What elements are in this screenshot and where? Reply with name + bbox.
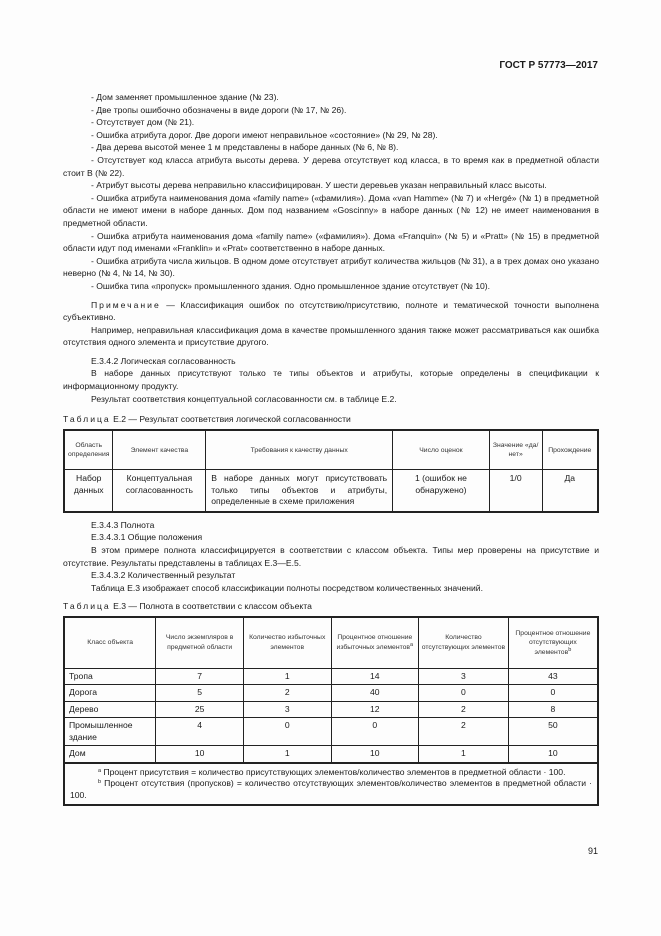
- table-cell: 0: [508, 685, 598, 702]
- table-cell: 43: [508, 668, 598, 685]
- table-row: [64, 701, 598, 718]
- table-cell: Тропа: [64, 668, 156, 685]
- table-cell: 10: [508, 746, 598, 763]
- table-cell: 25: [156, 701, 244, 718]
- table-cell: Дерево: [64, 701, 156, 718]
- footnote-mark: a: [410, 641, 414, 648]
- table-footnotes: [64, 763, 598, 806]
- table-cell: 40: [331, 685, 419, 702]
- table-cell: 50: [508, 718, 598, 746]
- table-cell: 2: [419, 701, 509, 718]
- table-footnotes-row: [64, 763, 598, 806]
- table-cell: Концептуальная согласованность: [113, 470, 206, 512]
- list-item: - Ошибка атрибута дорог. Две дороги имеют неправильное «состояние» (№ 29, № 28).: [91, 129, 438, 140]
- table-cell: 0: [243, 718, 331, 746]
- table-cell: 1 (ошибок не обнаружено): [393, 470, 490, 512]
- header-cell: Область определения: [64, 430, 113, 470]
- footnote-mark: a: [98, 767, 102, 774]
- table-cell: 0: [419, 685, 509, 702]
- header-text: Процентное отношение избыточных элементов: [336, 634, 413, 651]
- footnote-b: [70, 778, 592, 801]
- table-cell: Набор данных: [64, 470, 113, 512]
- header-cell: Число оценок: [393, 430, 490, 470]
- caption-label: Таблица: [63, 601, 111, 612]
- caption-label: Таблица: [63, 414, 111, 425]
- note-paragraph-2: Например, неправильная классификация дома в качестве промышленного здания также может рассматриваться как ошибка отсутствия одного элемента и присутствие другого.: [63, 324, 599, 348]
- table-e2: [63, 429, 599, 513]
- section-heading-e342: Е.3.4.2 Логическая согласованность: [91, 355, 236, 366]
- paragraph: Таблица Е.3 изображает способ классификации полноты посредством количественных значений.: [91, 582, 483, 593]
- table-row: [64, 718, 598, 746]
- header-cell: Значение «да/нет»: [489, 430, 542, 470]
- table-cell: Дом: [64, 746, 156, 763]
- table-cell: 1: [243, 668, 331, 685]
- table-e3: [63, 616, 599, 806]
- header-text: Процентное отношение отсутствующих элементов: [515, 629, 591, 656]
- table-cell: 3: [419, 668, 509, 685]
- footnote-mark: b: [98, 779, 102, 785]
- table-row: [64, 470, 598, 512]
- list-item: - Ошибка атрибута наименования дома «family name» («фамилия»). Дома «Franquin» (№ 5) и «Pratt» (№ 15) в предметной области идут под именами «Franklin» и «Prat» соответственно в наборе данных.: [63, 230, 599, 254]
- footnote-text: Процент присутствия = количество присутствующих элементов/количество элементов в предметной области · 100.: [101, 766, 566, 777]
- table-cell: 2: [243, 685, 331, 702]
- header-cell: [508, 617, 598, 668]
- footnote-mark: b: [568, 646, 572, 653]
- table-cell: 2: [419, 718, 509, 746]
- subsection-heading: Е.3.4.3.1 Общие положения: [91, 532, 203, 543]
- footnote-text: Процент отсутствия (пропусков) = количество отсутствующих элементов/количество элементов в предметной области · 100.: [70, 778, 592, 800]
- paragraph: Результат соответствия концептуальной согласованности см. в таблице Е.2.: [91, 393, 397, 404]
- list-item: - Два дерева высотой менее 1 м представлены в наборе данных (№ 6, № 8).: [91, 142, 399, 153]
- list-item: - Отсутствует дом (№ 21).: [91, 117, 195, 128]
- list-item: - Атрибут высоты дерева неправильно классифицирован. У шести деревьев указан неправильный класс высоты.: [91, 180, 547, 191]
- header-cell: Элемент качества: [113, 430, 206, 470]
- note-text: — Классификация ошибок по отсутствию/присутствию, полноте и тематической точности выполнена субъективно.: [63, 299, 599, 323]
- page-content: [63, 91, 599, 806]
- table-header-row: [64, 617, 598, 668]
- header-cell: Требования к качеству данных: [206, 430, 393, 470]
- table-row: [64, 685, 598, 702]
- table-cell: Да: [542, 470, 598, 512]
- table-cell: 5: [156, 685, 244, 702]
- table-cell: 12: [331, 701, 419, 718]
- header-cell: Число экземпляров в предметной области: [156, 617, 244, 668]
- table-cell: 7: [156, 668, 244, 685]
- table-cell: Промышленное здание: [64, 718, 156, 746]
- table-cell: 1/0: [489, 470, 542, 512]
- table-cell: 0: [331, 718, 419, 746]
- error-list: [63, 91, 599, 293]
- table-cell: 1: [243, 746, 331, 763]
- document-id: ГОСТ Р 57773—2017: [499, 60, 598, 71]
- note-label: Примечание: [91, 299, 161, 310]
- table-cell: 3: [243, 701, 331, 718]
- table-cell: 10: [331, 746, 419, 763]
- header-cell: [331, 617, 419, 668]
- table-cell: 8: [508, 701, 598, 718]
- list-item: - Две тропы ошибочно обозначены в виде дороги (№ 17, № 26).: [91, 104, 347, 115]
- section-heading-e343: Е.3.4.3 Полнота: [91, 519, 155, 530]
- paragraph: В наборе данных присутствуют только те типы объектов и атрибуты, которые определены в спецификации к информационному продукту.: [63, 368, 599, 392]
- list-item: - Ошибка типа «пропуск» промышленного здания. Одно промышленное здание отсутствует (№ 10).: [91, 280, 491, 291]
- table-cell: 10: [156, 746, 244, 763]
- table-cell: 14: [331, 668, 419, 685]
- table-row: [64, 668, 598, 685]
- page-number: 91: [587, 846, 598, 856]
- paragraph: В этом примере полнота классифицируется в соответствии с классом объекта. Типы мер проверены на присутствие и отсутствие. Результаты представлены в таблицах Е.3—Е.5.: [63, 545, 599, 568]
- caption-text: Е.2 — Результат соответствия логической согласованности: [110, 414, 351, 425]
- header-cell: Класс объекта: [64, 617, 156, 668]
- header-cell: Прохождение: [542, 430, 598, 470]
- table-e2-caption: [63, 413, 599, 426]
- footnote-a: [70, 767, 592, 779]
- table-cell: Дорога: [64, 685, 156, 702]
- table-cell: В наборе данных могут присутствовать только типы объектов и атрибуты, определенные в схеме приложения: [206, 470, 393, 512]
- list-item: - Ошибка атрибута числа жильцов. В одном доме отсутствует атрибут количества жильцов (№ 31), а в трех домах оно указано неверно (№ 4, № 14, № 30).: [63, 255, 599, 279]
- list-item: - Отсутствует код класса атрибута высоты дерева. У дерева отсутствует код класса, в то время как в предметной области стоит В (№ 22).: [63, 154, 599, 178]
- table-e3-caption: [63, 600, 599, 613]
- header-cell: Количество отсутствующих элементов: [419, 617, 509, 668]
- table-cell: 1: [419, 746, 509, 763]
- list-item: - Ошибка атрибута наименования дома «family name» («фамилия»). Дома «van Hamme» (№ 7) и «Hergé» (№ 1) в предметной области не имеют имени в наборе данных. Дом под названием «Goscinny» в наборе данных (№ 12) не имеет наименования в предметной области.: [63, 192, 599, 228]
- list-item: - Дом заменяет промышленное здание (№ 23).: [91, 92, 279, 102]
- table-row: [64, 746, 598, 763]
- header-cell: Количество избыточных элементов: [243, 617, 331, 668]
- table-header-row: [64, 430, 598, 470]
- caption-text: Е.3 — Полнота в соответствии с классом объекта: [110, 601, 312, 612]
- subsection-heading: Е.3.4.3.2 Количественный результат: [91, 570, 236, 581]
- note-paragraph: [63, 299, 599, 324]
- table-cell: 4: [156, 718, 244, 746]
